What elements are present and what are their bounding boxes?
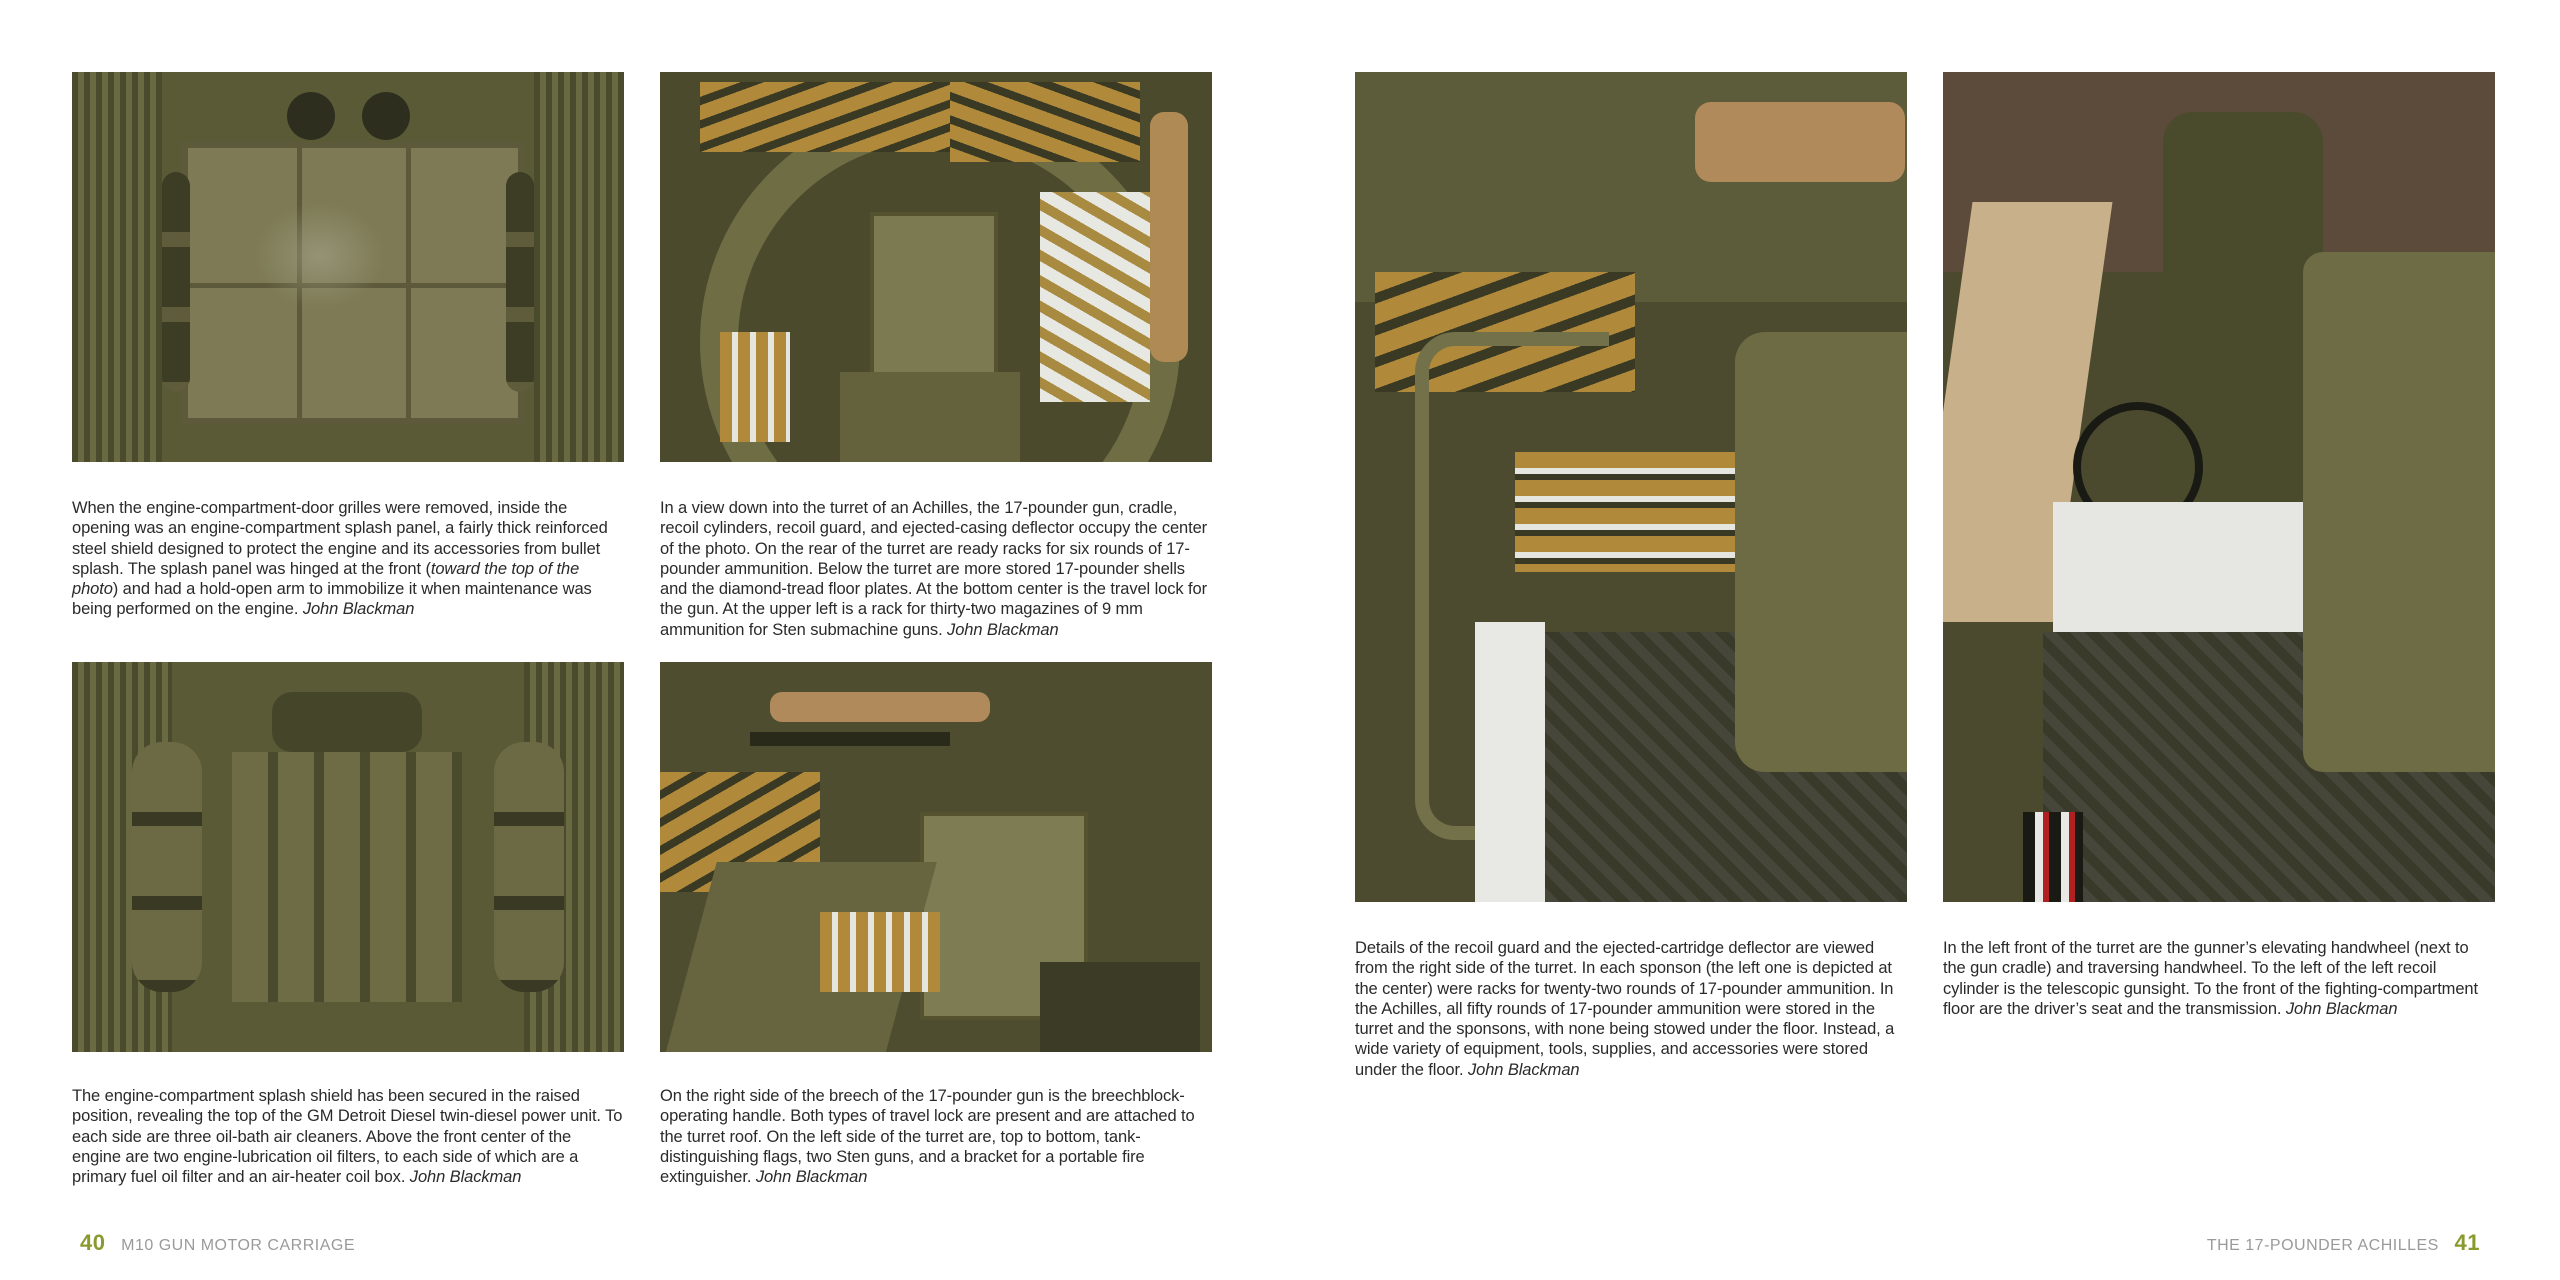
caption-photo-6: In the left front of the turret are the gunner’s elevating handwheel (next to the gun cradle) and traversing handwheel. To the left of the left recoil cylinder is the telescopic gunsight. To the front of the fighting-compartment floor are the driver’s seat and the transmission. John Blackman <box>1943 939 2478 1018</box>
photo-credit: John Blackman <box>302 600 415 619</box>
left-running-title: M10 GUN MOTOR CARRIAGE <box>121 1237 355 1254</box>
photo-credit: John Blackman <box>947 620 1059 639</box>
ammo-rack-top <box>700 82 980 152</box>
caption-photo-2: In a view down into the turret of an Achilles, the 17-pounder gun, cradle, recoil cylinders, recoil guard, and ejected-casing deflector occupy the center of the photo. On the rear of the turret are ready racks for six rounds of 17-pounder ammunition. Below the turret are more stored 17-pounder shells and the diamond-tread floor plates. At the bottom center is the travel lock for the gun. At the upper left is a rack for thirty-two magazines of 9 mm ammunition for Sten submachine guns. John Blackman <box>660 499 1208 639</box>
air-cleaners-right <box>494 742 564 992</box>
grille-right <box>534 72 624 462</box>
grille-left <box>72 72 162 462</box>
photo-credit: John Blackman <box>2285 999 2398 1018</box>
caption-photo-4: On the right side of the breech of the 17-pounder gun is the breechblock-operating handle. Both types of travel lock are present and are attached to the turret roof. On the left side of the turret are, top to bottom, tank-distinguishing flags, two Sten guns, and a bracket for a portable fire extinguisher. John Blackman <box>660 1087 1195 1187</box>
photo-engine-splash-panel <box>72 72 624 462</box>
right-folio <box>2207 1230 2480 1256</box>
caption-photo-5: Details of the recoil guard and the ejected-cartridge deflector are viewed from the right side of the turret. In each sponson (the left one is depicted at the center) were racks for twenty-two rounds of 17-pounder ammunition. In the Achilles, all fifty rounds of 17-pounder ammunition were stored in the turret and the sponsons, with none being stowed under the floor. Instead, a wide variety of equipment, tools, supplies, and accessories were stored under the floor. John Blackman <box>1355 939 1895 1079</box>
photo-recoil-guard <box>1355 72 1907 902</box>
air-cleaners-left <box>132 742 202 992</box>
right-page-number: 41 <box>2454 1230 2480 1255</box>
left-folio <box>80 1230 355 1256</box>
right-running-title: THE 17-POUNDER ACHILLES <box>2206 1237 2439 1254</box>
photo-credit: John Blackman <box>1467 1060 1580 1079</box>
photo-credit: John Blackman <box>755 1168 868 1187</box>
photo-turret-view-down <box>660 72 1212 462</box>
photo-engine-top <box>72 662 624 1052</box>
caption-photo-3: The engine-compartment splash shield has been secured in the raised position, revealing the top of the GM Detroit Diesel twin-diesel power unit. To each side are three oil-bath air cleaners. Above the front center of the engine are two engine-lubrication oil filters, to each side of which are a primary fuel oil filter and an air-heater coil box. John Blackman <box>72 1087 623 1187</box>
caption-photo-1: When the engine-compartment-door grilles were removed, inside the opening was an engine-compartment splash panel, a fairly thick reinforced steel shield designed to protect the engine and its accessories from bullet splash. The splash panel was hinged at the front (toward the top of the photo) and had a hold-open arm to immobilize it when maintenance was being performed on the engine. John Blackman <box>72 499 608 619</box>
photo-breech-right-side <box>660 662 1212 1052</box>
sponson-ammo-rack <box>1515 452 1735 572</box>
diesel-engine <box>232 752 462 1002</box>
gun-breech <box>870 212 998 380</box>
photo-gunner-handwheels <box>1943 72 2495 902</box>
splash-panel <box>182 142 524 424</box>
photo-credit: John Blackman <box>409 1168 522 1187</box>
ammo-rack-right <box>950 82 1140 162</box>
left-page-number: 40 <box>80 1230 106 1255</box>
